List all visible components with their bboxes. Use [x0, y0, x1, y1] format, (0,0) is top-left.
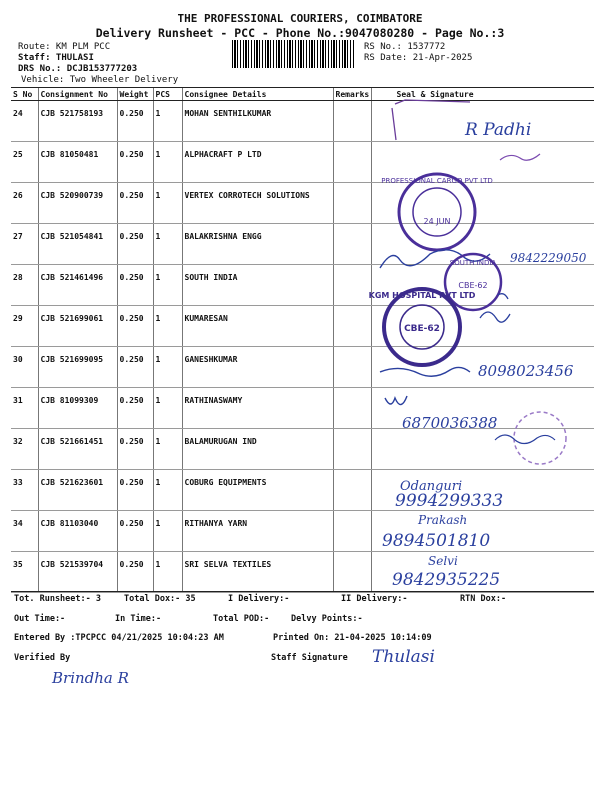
- cell-sno: 25: [11, 142, 38, 183]
- cell-weight: 0.250: [117, 224, 153, 265]
- stamp-ring: [399, 174, 475, 250]
- stamp-3: [369, 289, 476, 365]
- cell-sno: 33: [11, 470, 38, 511]
- cell-pcs: 1: [153, 265, 182, 306]
- cell-sno: 30: [11, 347, 38, 388]
- cell-sno: 32: [11, 429, 38, 470]
- cell-pcs: 1: [153, 101, 182, 142]
- company-title: THE PROFESSIONAL COURIERS, COIMBATORE: [177, 12, 423, 25]
- entered-by: Entered By :TPCPCC 04/21/2025 10:04:23 AM: [14, 633, 224, 643]
- cell-weight: 0.250: [117, 265, 153, 306]
- stamp-1-center-text: 24 JUN: [423, 217, 451, 226]
- stamp-2-center-text: CBE-62: [458, 281, 488, 290]
- cell-consignment: CJB 521054841: [38, 224, 117, 265]
- handwriting-r31: 6870036388: [402, 414, 498, 432]
- cell-consignee: GANESHKUMAR: [182, 347, 333, 388]
- cell-consignment: CJB 521758193: [38, 101, 117, 142]
- cell-weight: 0.250: [117, 306, 153, 347]
- vehicle: Vehicle: Two Wheeler Delivery: [21, 75, 179, 85]
- staff: Staff: THULASI: [18, 53, 94, 63]
- cell-consignment: CJB 81103040: [38, 511, 117, 552]
- stamp-3-ring-text: KGM HOSPITAL PVT LTD: [368, 291, 476, 300]
- cell-consignee: KUMARESAN: [182, 306, 333, 347]
- cell-weight: 0.250: [117, 183, 153, 224]
- delvy-points: Delvy Points:-: [291, 614, 363, 624]
- cell-weight: 0.250: [117, 511, 153, 552]
- col-pcs: PCS: [153, 88, 182, 101]
- cell-pcs: 1: [153, 470, 182, 511]
- cell-pcs: 1: [153, 306, 182, 347]
- cell-consignment: CJB 521623601: [38, 470, 117, 511]
- cell-pcs: 1: [153, 429, 182, 470]
- handwriting-r34-number: 9894501810: [382, 531, 491, 551]
- handwriting-r34-name: Prakash: [418, 513, 468, 527]
- cell-consignment: CJB 521699095: [38, 347, 117, 388]
- tot-runsheet: Tot. Runsheet:- 3: [14, 594, 101, 604]
- cell-sno: 28: [11, 265, 38, 306]
- cell-consignee: ALPHACRAFT P LTD: [182, 142, 333, 183]
- cell-consignment: CJB 520900739: [38, 183, 117, 224]
- col-seal-signature: Seal & Signature: [371, 88, 594, 101]
- cell-consignment: CJB 81050481: [38, 142, 117, 183]
- cell-consignee: MOHAN SENTHILKUMAR: [182, 101, 333, 142]
- cell-sno: 24: [11, 101, 38, 142]
- rtn-dox: RTN Dox:-: [460, 594, 507, 604]
- ink-scribble: [500, 154, 540, 160]
- verified-by: Verified By: [14, 653, 71, 663]
- ink-signature: [380, 367, 470, 376]
- cell-weight: 0.250: [117, 388, 153, 429]
- total-dox: Total Dox:- 35: [124, 594, 196, 604]
- i-delivery: I Delivery:-: [228, 594, 290, 604]
- cell-sno: 31: [11, 388, 38, 429]
- total-pod: Total POD:-: [213, 614, 270, 624]
- cell-weight: 0.250: [117, 429, 153, 470]
- rs-date: RS Date: 21-Apr-2025: [364, 53, 473, 63]
- in-time: In Time:-: [115, 614, 162, 624]
- col-weight: Weight: [117, 88, 153, 101]
- col-remarks: Remarks: [333, 88, 371, 101]
- cell-weight: 0.250: [117, 142, 153, 183]
- cell-weight: 0.250: [117, 552, 153, 593]
- cell-pcs: 1: [153, 142, 182, 183]
- footer-divider: [11, 591, 594, 592]
- handwriting-r30: 8098023456: [478, 362, 574, 380]
- ink-signature: [385, 396, 407, 405]
- ii-delivery: II Delivery:-: [341, 594, 408, 604]
- handwriting-r33-name: Odanguri: [400, 479, 463, 494]
- cell-consignee: SOUTH INDIA: [182, 265, 333, 306]
- ink-scribble: [392, 100, 470, 140]
- cell-sno: 35: [11, 552, 38, 593]
- handwriting-r35-name: Selvi: [428, 554, 458, 568]
- ink-signature: [495, 435, 555, 444]
- faint-stamp: [514, 412, 566, 464]
- out-time: Out Time:-: [14, 614, 66, 624]
- stamp-1: [381, 174, 492, 250]
- cell-pcs: 1: [153, 347, 182, 388]
- cell-consignment: CJB 521699061: [38, 306, 117, 347]
- stamp-1-ring-text: PROFESSIONAL CARGO PVT LTD: [381, 177, 493, 185]
- cell-pcs: 1: [153, 224, 182, 265]
- col-consignment: Consignment No: [38, 88, 117, 101]
- cell-consignee: SRI SELVA TEXTILES: [182, 552, 333, 593]
- cell-sno: 29: [11, 306, 38, 347]
- cell-weight: 0.250: [117, 347, 153, 388]
- runsheet-subtitle: Delivery Runsheet - PCC - Phone No.:9047080280 - Page No.:3: [95, 26, 505, 40]
- cell-sno: 27: [11, 224, 38, 265]
- handwriting-r35-number: 9842935225: [392, 570, 501, 590]
- cell-consignee: BALAMURUGAN IND: [182, 429, 333, 470]
- cell-weight: 0.250: [117, 470, 153, 511]
- cell-pcs: 1: [153, 552, 182, 593]
- staff-signature-label: Staff Signature: [271, 653, 348, 663]
- drs-number: DRS No.: DCJB153777203: [18, 64, 138, 74]
- stamp-inner-ring: [413, 188, 461, 236]
- stamp-3-center-text: CBE-62: [404, 324, 440, 334]
- cell-consignment: CJB 521661451: [38, 429, 117, 470]
- handwriting-r27: 9842229050: [510, 251, 587, 265]
- cell-consignee: BALAKRISHNA ENGG: [182, 224, 333, 265]
- cell-consignee: RITHANYA YARN: [182, 511, 333, 552]
- col-consignee: Consignee Details: [182, 88, 333, 101]
- cell-consignee: VERTEX CORROTECH SOLUTIONS: [182, 183, 333, 224]
- cell-pcs: 1: [153, 183, 182, 224]
- cell-pcs: 1: [153, 511, 182, 552]
- col-sno: S No: [11, 88, 38, 101]
- cell-consignee: COBURG EQUIPMENTS: [182, 470, 333, 511]
- handwriting-r24: R Padhi: [465, 120, 532, 140]
- cell-consignment: CJB 81099309: [38, 388, 117, 429]
- cell-consignment: CJB 521539704: [38, 552, 117, 593]
- cell-consignment: CJB 521461496: [38, 265, 117, 306]
- printed-on: Printed On: 21-04-2025 10:14:09: [273, 633, 432, 643]
- verifier-handwritten-signature: Brindha R: [52, 669, 129, 687]
- stamp-2: [445, 254, 501, 310]
- rs-number: RS No.: 1537772: [364, 42, 446, 52]
- cell-consignee: RATHINASWAMY: [182, 388, 333, 429]
- cell-sno: 26: [11, 183, 38, 224]
- cell-weight: 0.250: [117, 101, 153, 142]
- route: Route: KM PLM PCC: [18, 42, 111, 52]
- stamp-2-ring-text: SOUTH INDIA: [449, 259, 497, 267]
- cell-sno: 34: [11, 511, 38, 552]
- staff-handwritten-signature: Thulasi: [372, 647, 435, 667]
- cell-pcs: 1: [153, 388, 182, 429]
- handwriting-r33-number: 9994299333: [395, 491, 504, 511]
